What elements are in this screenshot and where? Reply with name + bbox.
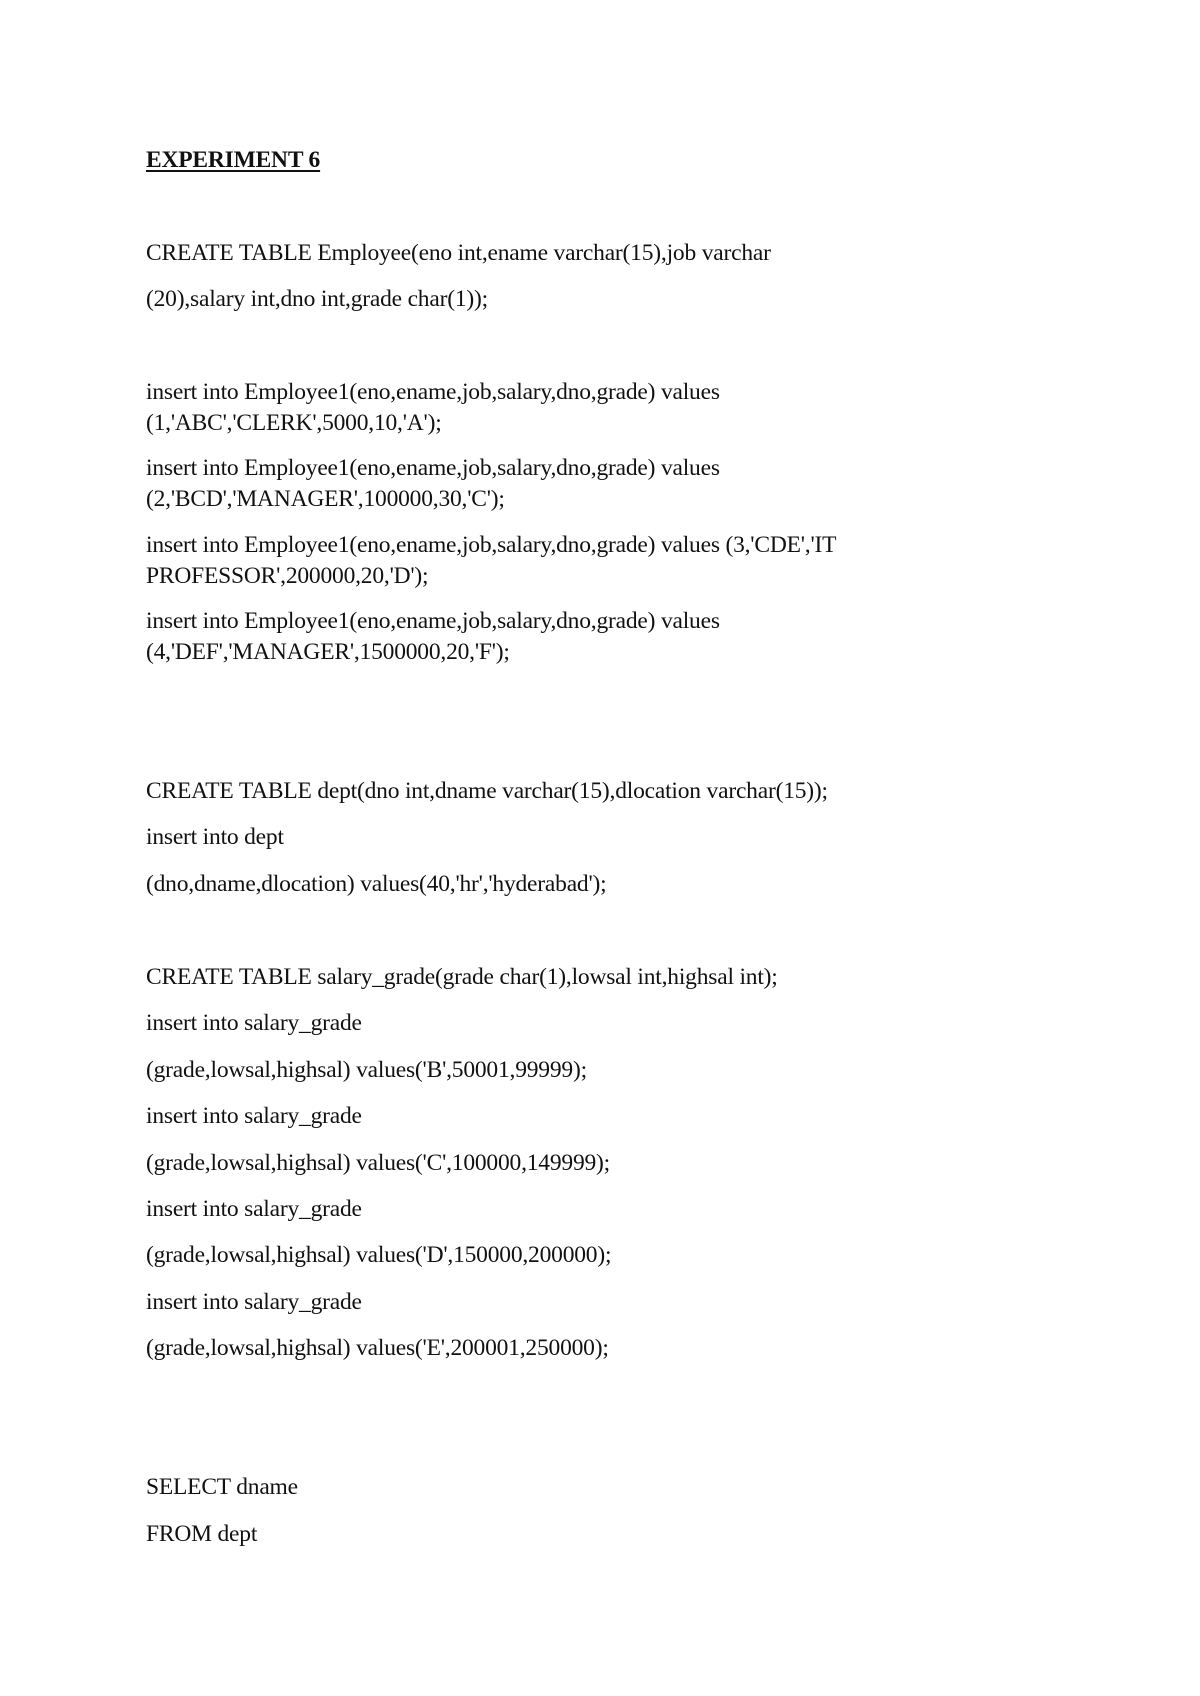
select-query-line: SELECT dname (146, 1474, 298, 1500)
insert-employee-line: insert into Employee1(eno,ename,job,salary,dno,grade) values (146, 608, 720, 634)
insert-employee-line: (4,'DEF','MANAGER',1500000,20,'F'); (146, 639, 510, 665)
insert-salary-grade-line: insert into salary_grade (146, 1196, 362, 1222)
select-query-line: FROM dept (146, 1521, 258, 1547)
insert-employee-line: insert into Employee1(eno,ename,job,salary,dno,grade) values (3,'CDE','IT (146, 532, 837, 558)
insert-dept-line: insert into dept (146, 824, 284, 850)
insert-salary-grade-line: (grade,lowsal,highsal) values('B',50001,99999); (146, 1057, 587, 1083)
create-dept-line: CREATE TABLE dept(dno int,dname varchar(15),dlocation varchar(15)); (146, 778, 828, 804)
insert-salary-grade-line: insert into salary_grade (146, 1103, 362, 1129)
insert-salary-grade-line: (grade,lowsal,highsal) values('D',150000,200000); (146, 1242, 612, 1268)
create-employee-line: CREATE TABLE Employee(eno int,ename varchar(15),job varchar (146, 240, 771, 266)
insert-employee-line: (1,'ABC','CLERK',5000,10,'A'); (146, 410, 442, 436)
insert-employee-line: (2,'BCD','MANAGER',100000,30,'C'); (146, 486, 505, 512)
create-employee-line: (20),salary int,dno int,grade char(1)); (146, 286, 488, 312)
create-salary-grade-line: CREATE TABLE salary_grade(grade char(1),lowsal int,highsal int); (146, 964, 778, 990)
insert-salary-grade-line: insert into salary_grade (146, 1289, 362, 1315)
experiment-title: EXPERIMENT 6 (146, 147, 321, 173)
insert-employee-line: insert into Employee1(eno,ename,job,salary,dno,grade) values (146, 379, 720, 405)
insert-dept-line: (dno,dname,dlocation) values(40,'hr','hyderabad'); (146, 871, 607, 897)
insert-salary-grade-line: (grade,lowsal,highsal) values('E',200001,250000); (146, 1335, 609, 1361)
insert-salary-grade-line: (grade,lowsal,highsal) values('C',100000,149999); (146, 1150, 611, 1176)
insert-employee-line: insert into Employee1(eno,ename,job,salary,dno,grade) values (146, 455, 720, 481)
insert-employee-line: PROFESSOR',200000,20,'D'); (146, 563, 429, 589)
insert-salary-grade-line: insert into salary_grade (146, 1010, 362, 1036)
